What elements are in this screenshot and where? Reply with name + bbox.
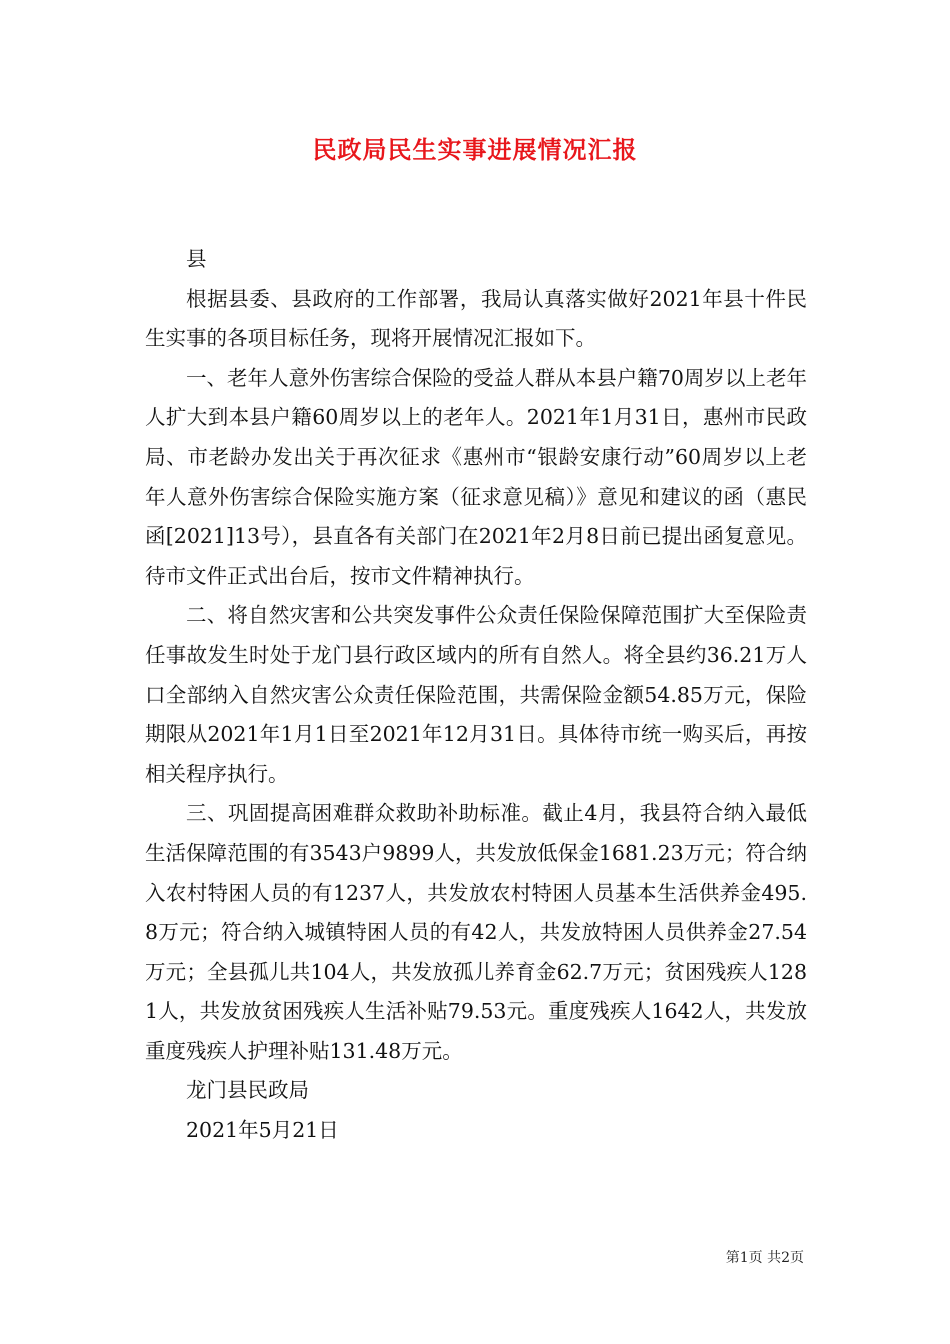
signature-line: 龙门县民政局 [186, 1078, 309, 1103]
intro-paragraph: 根据县委、县政府的工作部署，我局认真落实做好2021年县十件民生实事的各项目标任务，现将开展情况汇报如下。 [145, 286, 807, 351]
document-body [145, 240, 807, 1151]
section-two-paragraph: 二、将自然灾害和公共突发事件公众责任保险保障范围扩大至保险责任事故发生时处于龙门县行政区域内的所有自然人。将全县约36.21万人口全部纳入自然灾害公众责任保险范围，共需保险金额54.85万元，保险期限从2021年1月1日至2021年12月31日。具体待市统一购买后，再按相关程序执行。 [145, 603, 807, 786]
date-line: 2021年5月21日 [186, 1118, 339, 1143]
section-three-paragraph: 三、巩固提高困难群众救助补助标准。截止4月，我县符合纳入最低生活保障范围的有3543户9899人，共发放低保金1681.23万元；符合纳入农村特困人员的有1237人，共发放农村特困人员基本生活供养金495.8万元；符合纳入城镇特困人员的有42人，共发放特困人员供养金27.54万元；全县孤儿共104人，共发放孤儿养育金62.7万元；贫困残疾人1281人，共发放贫困残疾人生活补贴79.53元。重度残疾人1642人，共发放重度残疾人护理补贴131.48万元。 [145, 801, 807, 1063]
section-one-paragraph: 一、老年人意外伤害综合保险的受益人群从本县户籍70周岁以上老年人扩大到本县户籍60周岁以上的老年人。2021年1月31日，惠州市民政局、市老龄办发出关于再次征求《惠州市“银龄安康行动”60周岁以上老年人意外伤害综合保险实施方案（征求意见稿）》意见和建议的函（惠民函[2021]13号），县直各有关部门在2021年2月8日前已提出函复意见。待市文件正式出台后，按市文件精神执行。 [145, 365, 807, 588]
addressee-line: 县 [186, 247, 207, 271]
page-number: 第1页 共2页 [725, 1250, 804, 1266]
document-title: 民政局民生实事进展情况汇报 [312, 135, 638, 164]
